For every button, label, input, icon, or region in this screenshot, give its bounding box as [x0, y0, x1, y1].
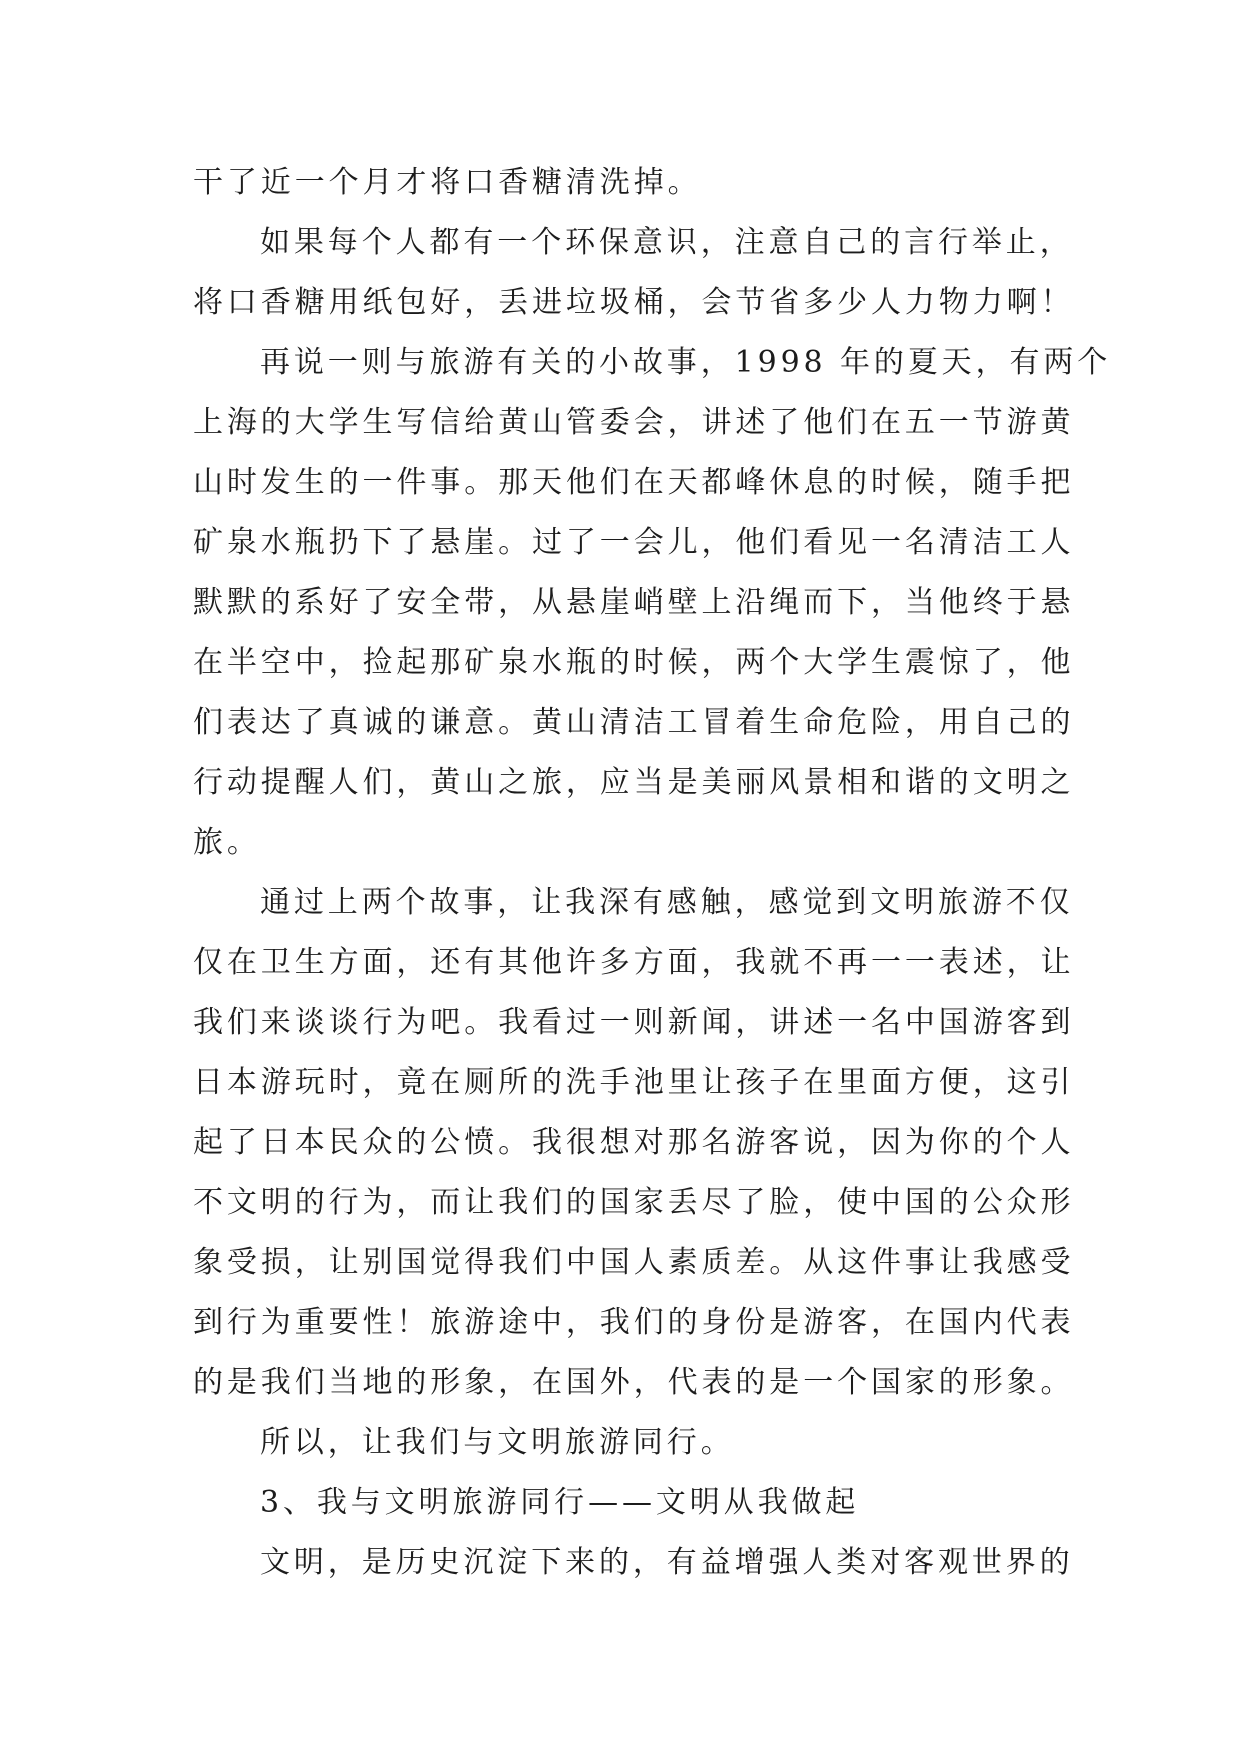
text-line: 上海的大学生写信给黄山管委会，讲述了他们在五一节游黄 — [193, 405, 1075, 440]
text-line: 象受损，让别国觉得我们中国人素质差。从这件事让我感受 — [193, 1245, 1075, 1280]
text-line: 矿泉水瓶扔下了悬崖。过了一会儿，他们看见一名清洁工人 — [193, 525, 1075, 560]
text-line: 再说一则与旅游有关的小故事，1998 年的夏天，有两个 — [260, 345, 1112, 380]
text-line: 在半空中，捡起那矿泉水瓶的时候，两个大学生震惊了，他 — [193, 645, 1075, 680]
text-line: 文明，是历史沉淀下来的，有益增强人类对客观世界的 — [260, 1545, 1074, 1580]
document-body — [193, 153, 1112, 1593]
text-line: 们表达了真诚的谦意。黄山清洁工冒着生命危险，用自己的 — [193, 705, 1075, 740]
text-line: 起了日本民众的公愤。我很想对那名游客说，因为你的个人 — [193, 1125, 1075, 1160]
text-line: 行动提醒人们，黄山之旅，应当是美丽风景相和谐的文明之 — [193, 765, 1075, 800]
text-line: 仅在卫生方面，还有其他许多方面，我就不再一一表述，让 — [193, 945, 1075, 980]
text-line: 的是我们当地的形象，在国外，代表的是一个国家的形象。 — [193, 1365, 1075, 1400]
text-line: 通过上两个故事，让我深有感触，感觉到文明旅游不仅 — [260, 885, 1074, 920]
text-line: 将口香糖用纸包好，丢进垃圾桶，会节省多少人力物力啊！ — [193, 285, 1075, 320]
text-line: 干了近一个月才将口香糖清洗掉。 — [193, 165, 702, 200]
section-heading: 3、我与文明旅游同行——文明从我做起 — [260, 1485, 860, 1520]
text-line: 到行为重要性！旅游途中，我们的身份是游客，在国内代表 — [193, 1305, 1075, 1340]
text-line: 默默的系好了安全带，从悬崖峭壁上沿绳而下，当他终于悬 — [193, 585, 1075, 620]
text-line: 旅。 — [193, 825, 261, 860]
text-line: 我们来谈谈行为吧。我看过一则新闻，讲述一名中国游客到 — [193, 1005, 1075, 1040]
text-line: 山时发生的一件事。那天他们在天都峰休息的时候，随手把 — [193, 465, 1075, 500]
text-line: 如果每个人都有一个环保意识，注意自己的言行举止， — [260, 225, 1074, 260]
text-line: 不文明的行为，而让我们的国家丢尽了脸，使中国的公众形 — [193, 1185, 1075, 1220]
text-line: 所以，让我们与文明旅游同行。 — [260, 1425, 735, 1460]
text-line: 日本游玩时，竟在厕所的洗手池里让孩子在里面方便，这引 — [193, 1065, 1075, 1100]
